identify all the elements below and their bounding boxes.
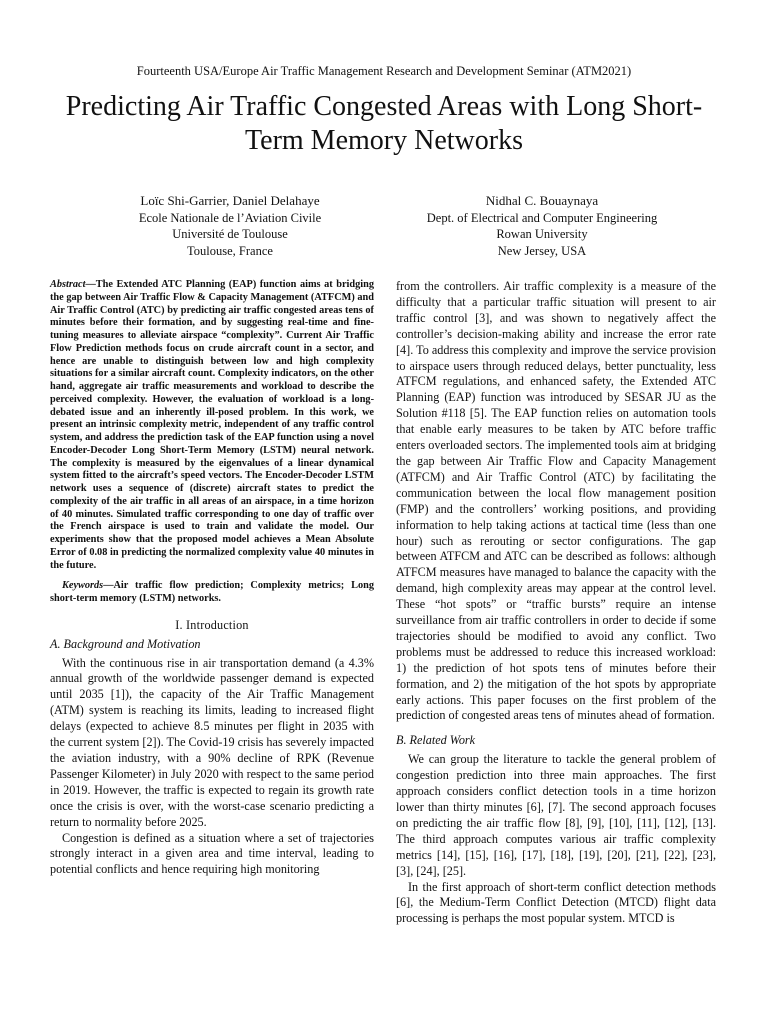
author-names: Loïc Shi-Garrier, Daniel Delahaye bbox=[140, 193, 320, 208]
paragraph: Congestion is defined as a situation where a set of trajectories strongly interact in a given area and time interval, leading to potential conflicts and hence requiring high monitoring bbox=[50, 830, 374, 877]
author-affiliation: Dept. of Electrical and Computer Engineering bbox=[426, 210, 658, 225]
keywords bbox=[50, 580, 374, 606]
author-affiliation: Toulouse, France bbox=[187, 243, 273, 258]
author-block-right bbox=[392, 193, 692, 259]
conference-header: Fourteenth USA/Europe Air Traffic Management Research and Development Seminar (ATM2021) bbox=[136, 64, 632, 78]
left-column bbox=[50, 279, 374, 878]
keywords-text: —Air traffic flow prediction; Complexity metrics; Long short-term memory (LSTM) networks. bbox=[50, 580, 374, 604]
author-affiliation: Rowan University bbox=[496, 227, 588, 241]
author-affiliation: New Jersey, USA bbox=[497, 243, 587, 258]
paper-title: Predicting Air Traffic Congested Areas with Long Short-Term Memory Networks bbox=[65, 91, 703, 156]
keywords-label: Keywords bbox=[62, 580, 104, 592]
paragraph: With the continuous rise in air transportation demand (a 4.3% annual growth of the worldwide passenger demand is expected until 2035 [1]), the capacity of the Air Traffic Management (ATM) system is reaching its limits, leading to increased flight delays (expected to achieve 8.5 minutes per flight in 2035 with the current system [2]). The Covid-19 crisis has severely impacted the aviation industry, with a 90% decline of RPK (Revenue Passenger Kilometer) in July 2020 with respect to the same period in 2019. However, the traffic is expected to regain its growth rate once the crisis is over, with the worst-case scenario predicting a return to normality before 2025. bbox=[50, 655, 375, 829]
subsection-heading: A. Background and Motivation bbox=[50, 636, 201, 651]
author-names: Nidhal C. Bouaynaya bbox=[485, 193, 599, 208]
paragraph: In the first approach of short-term conflict detection methods [6], the Medium-Term Conflict Detection (MTCD) flight data processing is perhaps the most popular system. MTCD is bbox=[396, 879, 716, 926]
subsection-heading: B. Related Work bbox=[396, 733, 476, 748]
author-affiliation: Université de Toulouse bbox=[172, 227, 288, 241]
abstract-text: —The Extended ATC Planning (EAP) function aims at bridging the gap between Air Traffic Flow & Capacity Management (ATFCM) and Air Traffic Control (ATC) by predicting air traffic congested areas tens of minutes before their formation, and by suggesting real-time and fine-tuning measures to alleviate airspace “complexity”. Current Air Traffic Flow Prediction methods focus on crude aircraft count in a sector, and hence are unable to distinguish between low and high complexity situations for a similar aircraft count. Complexity indicators, on the other hand, aggregate air traffic measurements and workload to describe the perceived complexity. However, the evaluation of workload is a long-debated issue and an inherently ill-posed problem. In this work, we present an intrinsic complexity metric, independent of any traffic control system, and address the prediction task of the EAP function using a novel Encoder-Decoder Long Short-Term Memory (LSTM) neural network. The complexity is measured by the eigenvalues of a linear dynamical system fitted to the aircraft’s speed vectors. The Encoder-Decoder LSTM network uses a sequence of (discrete) aircraft states to predict the complexity of the air traffic in all areas of an airspace, in a time horizon of 40 minutes. Simulated traffic corresponding to one day of traffic over the French airspace is used to train and validate the model. Our experiments show that the proposed model achieves a Mean Absolute Error of 0.08 in predicting the normalized complexity value 40 minutes in the future. bbox=[50, 279, 374, 571]
abstract bbox=[50, 279, 374, 572]
author-block-left bbox=[90, 193, 370, 259]
right-column bbox=[396, 279, 716, 927]
paragraph: We can group the literature to tackle the general problem of congestion prediction into three main approaches. The first approach considers conflict detection tools in a time horizon lower than thirty minutes [6], [7]. The second approach focuses on predicting the air traffic flow [8], [9], [10], [11], [12], [13]. The third approach computes various air traffic complexity metrics [14], [15], [16], [17], [18], [19], [20], [21], [22], [23], [3], [24], [25]. bbox=[396, 752, 716, 878]
author-affiliation: Ecole Nationale de l’Aviation Civile bbox=[138, 210, 322, 225]
paragraph: from the controllers. Air traffic complexity is a measure of the difficulty that a particular traffic situation will present to air traffic control [3], and was shown to negatively affect the controller’s decision-making ability and increase the error rate [4]. To address this complexity and improve the service provision to airspace users through reduced delays, better punctuality, less ATFCM regulations, and enhanced safety, the Extended ATC Planning (EAP) function was introduced by SESAR JU as the Solution #118 [5]. The EAP function relies on automation tools that enable early measures to be taken by ATC before traffic enters overloaded sectors. The implemented tools aim at bridging the gap between Air Traffic Flow and Capacity Management (ATFCM) and Air Traffic Control (ATC) by facilitating the communication between the local flow management position (FMP) and the controllers’ working positions, and providing information to help taking actions at tactical time (less than one hour) such as rerouting or sector configurations. The gap between ATFCM and ATC can be described as follows: although ATFCM measures have managed to balance the capacity with the demand, high complexity areas may appear at the control level. These “hot spots” or “traffic bursts” require an intense surveillance from air traffic controllers in order to decide if some trajectories should be modified to avoid any conflict. Two problems must be addressed to reduce this increased workload: 1) the prediction of hot spots tens of minutes before their formation, and 2) the mitigation of the hot spots by appropriate early actions. This paper focuses on the first problem of the prediction of congested areas tens of minutes ahead of formation. bbox=[396, 279, 716, 723]
section-heading: I. Introduction bbox=[175, 617, 249, 632]
abstract-label: Abstract bbox=[50, 279, 86, 290]
